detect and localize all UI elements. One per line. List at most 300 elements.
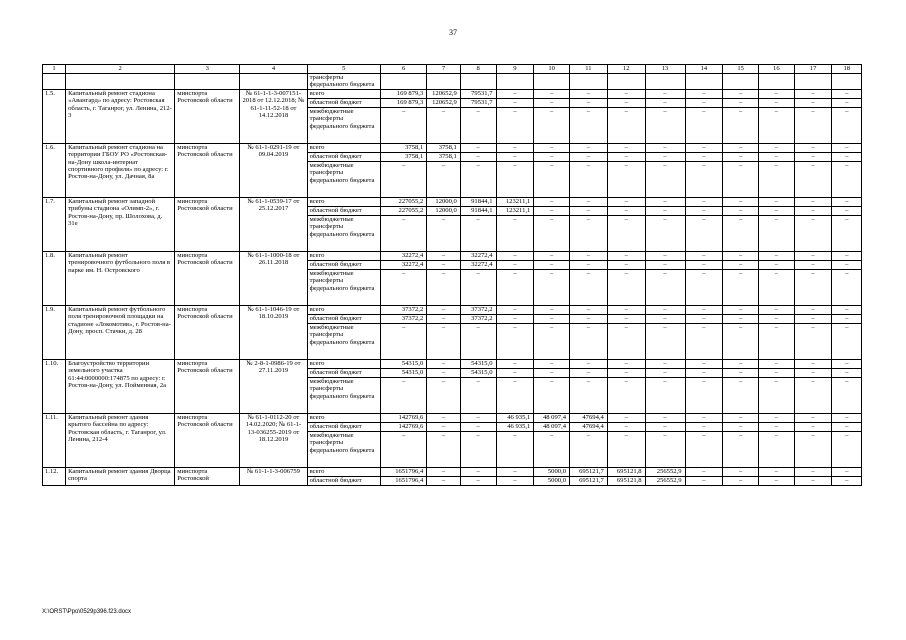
amount-cell: – <box>758 251 794 260</box>
amount-cell: – <box>381 431 427 467</box>
amount-cell: – <box>832 251 862 260</box>
amount-cell: – <box>460 476 496 485</box>
amount-cell: – <box>794 206 832 215</box>
amount-cell: – <box>607 98 645 107</box>
amount-cell: – <box>685 422 723 431</box>
amount-cell: – <box>427 314 461 323</box>
amount-cell: 227055,2 <box>381 206 427 215</box>
amount-cell: – <box>427 161 461 197</box>
amount-cell: – <box>570 314 608 323</box>
amount-cell: 5000,0 <box>534 476 570 485</box>
amount-cell: – <box>427 413 461 422</box>
amount-cell: – <box>427 431 461 467</box>
amount-cell: – <box>685 431 723 467</box>
amount-cell: – <box>496 89 534 98</box>
column-number: 16 <box>758 65 794 74</box>
amount-cell: 46 935,1 <box>496 413 534 422</box>
page-number: 37 <box>449 28 457 37</box>
amount-cell: 142769,6 <box>381 413 427 422</box>
amount-cell: – <box>607 260 645 269</box>
amount-cell: – <box>723 431 759 467</box>
column-number: 13 <box>645 65 685 74</box>
row-name: Капитальный ремонт стадиона на территории ГБОУ РО «Ростовская-на-Дону школа-интернат спортивного профиля» по адресу: г. Ростов-на-Дону, ул. Дачная, 8а <box>66 143 175 197</box>
amount-cell: – <box>496 368 534 377</box>
amount-cell: 91844,1 <box>460 197 496 206</box>
amount-cell: – <box>685 260 723 269</box>
amount-cell: – <box>723 107 759 143</box>
funding-source-label: областной бюджет <box>307 152 381 161</box>
amount-cell: – <box>645 89 685 98</box>
amount-cell: – <box>534 377 570 413</box>
amount-cell: – <box>607 215 645 251</box>
amount-cell: – <box>685 413 723 422</box>
amount-cell: – <box>794 107 832 143</box>
amount-cell: – <box>496 143 534 152</box>
amount-cell: – <box>496 314 534 323</box>
amount-cell: – <box>534 431 570 467</box>
funding-source-label: всего <box>307 413 381 422</box>
amount-cell: – <box>427 467 461 476</box>
amount-cell: 1651796,4 <box>381 467 427 476</box>
amount-cell: – <box>723 98 759 107</box>
amount-cell: – <box>570 269 608 305</box>
amount-cell: – <box>794 143 832 152</box>
amount-cell: – <box>496 98 534 107</box>
row-num: 1.11. <box>43 413 66 467</box>
funding-source-label: межбюджетные трансферты федерального бюджета <box>307 377 381 413</box>
amount-cell: – <box>794 152 832 161</box>
amount-cell: – <box>758 98 794 107</box>
amount-cell: – <box>685 197 723 206</box>
amount-cell: 37372,2 <box>460 305 496 314</box>
amount-cell: – <box>758 89 794 98</box>
amount-cell: 32272,4 <box>460 260 496 269</box>
amount-cell: – <box>758 467 794 476</box>
amount-cell: – <box>570 152 608 161</box>
amount-cell: – <box>832 152 862 161</box>
amount-cell: – <box>607 431 645 467</box>
amount-cell: – <box>832 143 862 152</box>
amount-cell: – <box>570 161 608 197</box>
amount-cell: – <box>427 368 461 377</box>
amount-cell: 46 935,1 <box>496 422 534 431</box>
amount-cell: – <box>832 206 862 215</box>
amount-cell: 3758,1 <box>427 143 461 152</box>
amount-cell: – <box>685 323 723 359</box>
amount-cell: 695121,7 <box>570 476 608 485</box>
amount-cell: – <box>832 323 862 359</box>
row-num: 1.8. <box>43 251 66 305</box>
amount-cell: – <box>685 107 723 143</box>
amount-cell: – <box>460 377 496 413</box>
funding-source-label: областной бюджет <box>307 314 381 323</box>
amount-cell: – <box>794 377 832 413</box>
funding-source-label: областной бюджет <box>307 368 381 377</box>
amount-cell: – <box>685 98 723 107</box>
column-number: 4 <box>240 65 307 74</box>
amount-cell: – <box>645 377 685 413</box>
amount-cell: – <box>607 413 645 422</box>
amount-cell: – <box>570 377 608 413</box>
amount-cell: – <box>794 197 832 206</box>
amount-cell: – <box>607 197 645 206</box>
amount-cell: – <box>607 269 645 305</box>
amount-cell: – <box>794 269 832 305</box>
table-row <box>43 467 862 476</box>
amount-cell: – <box>645 305 685 314</box>
amount-cell: 37372,2 <box>381 305 427 314</box>
amount-cell: – <box>723 161 759 197</box>
amount-cell: – <box>381 215 427 251</box>
amount-cell: 79531,7 <box>460 89 496 98</box>
row-num: 1.10. <box>43 359 66 413</box>
amount-cell: – <box>607 161 645 197</box>
amount-cell: – <box>645 260 685 269</box>
row-doc: № 61-1-0539-17 от 25.12.2017 <box>240 197 307 251</box>
amount-cell: 142769,6 <box>381 422 427 431</box>
amount-cell: – <box>570 251 608 260</box>
row-org: минспорта Ростовской области <box>175 89 240 143</box>
amount-cell: – <box>685 89 723 98</box>
amount-cell: – <box>723 368 759 377</box>
amount-cell: – <box>570 431 608 467</box>
amount-cell: – <box>685 305 723 314</box>
amount-cell: – <box>607 359 645 368</box>
amount-cell: 47694,4 <box>570 422 608 431</box>
amount-cell: – <box>723 413 759 422</box>
table-row <box>43 89 862 98</box>
amount-cell: – <box>832 377 862 413</box>
row-doc: № 61-1-0291-19 от 09.04.2019 <box>240 143 307 197</box>
amount-cell: – <box>607 368 645 377</box>
row-doc: № 61-1-1-3-006759 <box>240 467 307 485</box>
amount-cell: – <box>723 359 759 368</box>
amount-cell: – <box>534 143 570 152</box>
amount-cell: – <box>832 197 862 206</box>
funding-source-label: всего <box>307 359 381 368</box>
amount-cell: – <box>723 251 759 260</box>
amount-cell: – <box>381 323 427 359</box>
row-doc: № 61-1-0112-20 от 14.02.2020; № 61-1-13-036255-2019 от 18.12.2019 <box>240 413 307 467</box>
amount-cell: – <box>607 152 645 161</box>
row-doc: № 61-1-1046-19 от 18.10.2019 <box>240 305 307 359</box>
amount-cell: – <box>607 251 645 260</box>
amount-cell: – <box>534 206 570 215</box>
amount-cell: – <box>723 422 759 431</box>
amount-cell: – <box>381 269 427 305</box>
amount-cell: 54315,0 <box>381 359 427 368</box>
amount-cell: – <box>645 413 685 422</box>
amount-cell: 37372,2 <box>460 314 496 323</box>
amount-cell: 695121,7 <box>570 467 608 476</box>
amount-cell: – <box>794 161 832 197</box>
amount-cell: – <box>832 314 862 323</box>
amount-cell: 91844,1 <box>460 206 496 215</box>
funding-source-label: областной бюджет <box>307 206 381 215</box>
amount-cell: – <box>723 143 759 152</box>
row-org: минспорта Ростовской области <box>175 359 240 413</box>
amount-cell: – <box>832 368 862 377</box>
amount-cell: – <box>534 107 570 143</box>
amount-cell: – <box>496 323 534 359</box>
column-number: 14 <box>685 65 723 74</box>
amount-cell: – <box>758 431 794 467</box>
column-number: 15 <box>723 65 759 74</box>
funding-source-label: всего <box>307 251 381 260</box>
amount-cell: – <box>832 422 862 431</box>
amount-cell: – <box>794 251 832 260</box>
amount-cell: – <box>607 422 645 431</box>
amount-cell: – <box>645 269 685 305</box>
amount-cell: 3758,1 <box>427 152 461 161</box>
amount-cell: – <box>645 368 685 377</box>
funding-source-label: областной бюджет <box>307 476 381 485</box>
row-name: Капитальный ремонт здания крытого бассейна по адресу: Ростовская область, г. Таганрог, ул. Ленина, 212-4 <box>66 413 175 467</box>
row-org: минспорта Ростовской области <box>175 413 240 467</box>
amount-cell: 3758,1 <box>381 152 427 161</box>
funding-source-label: областной бюджет <box>307 260 381 269</box>
row-doc: № 2-8-1-0986-19 от 27.11.2019 <box>240 359 307 413</box>
amount-cell: – <box>460 161 496 197</box>
amount-cell: 32272,4 <box>381 260 427 269</box>
column-number: 7 <box>427 65 461 74</box>
amount-cell: – <box>534 260 570 269</box>
amount-cell: – <box>570 305 608 314</box>
amount-cell: – <box>496 107 534 143</box>
amount-cell: 54315,0 <box>381 368 427 377</box>
amount-cell: – <box>427 260 461 269</box>
amount-cell: – <box>685 206 723 215</box>
funding-source-label: областной бюджет <box>307 422 381 431</box>
amount-cell: – <box>570 323 608 359</box>
amount-cell: 123211,1 <box>496 206 534 215</box>
amount-cell: – <box>758 422 794 431</box>
amount-cell: – <box>723 152 759 161</box>
amount-cell: 227055,2 <box>381 197 427 206</box>
amount-cell: – <box>758 323 794 359</box>
row-org: минспорта Ростовской области <box>175 197 240 251</box>
amount-cell: – <box>460 431 496 467</box>
amount-cell: – <box>427 251 461 260</box>
amount-cell: – <box>832 161 862 197</box>
amount-cell: – <box>607 206 645 215</box>
row-num: 1.5. <box>43 89 66 143</box>
table-row <box>43 197 862 206</box>
funding-source-label: всего <box>307 197 381 206</box>
continuation-row <box>43 74 862 90</box>
amount-cell: – <box>534 197 570 206</box>
amount-cell: – <box>758 476 794 485</box>
footer-file-path: X:\ORST\Ppo\0529p396.f23.docx <box>42 609 132 615</box>
amount-cell: – <box>758 377 794 413</box>
column-number: 17 <box>794 65 832 74</box>
amount-cell: – <box>496 359 534 368</box>
amount-cell: – <box>460 269 496 305</box>
amount-cell: – <box>460 215 496 251</box>
amount-cell: – <box>496 431 534 467</box>
amount-cell: – <box>794 368 832 377</box>
amount-cell: – <box>794 89 832 98</box>
amount-cell: – <box>645 152 685 161</box>
amount-cell: 48 097,4 <box>534 413 570 422</box>
amount-cell: – <box>460 422 496 431</box>
amount-cell: – <box>685 368 723 377</box>
amount-cell: – <box>758 197 794 206</box>
amount-cell: – <box>832 476 862 485</box>
amount-cell: – <box>645 323 685 359</box>
funding-source-label: всего <box>307 467 381 476</box>
amount-cell: – <box>645 143 685 152</box>
row-num: 1.6. <box>43 143 66 197</box>
amount-cell: – <box>534 314 570 323</box>
amount-cell: 47694,4 <box>570 413 608 422</box>
column-number: 1 <box>43 65 66 74</box>
amount-cell: 120652,9 <box>427 98 461 107</box>
amount-cell: – <box>496 476 534 485</box>
amount-cell: – <box>534 359 570 368</box>
amount-cell: – <box>685 476 723 485</box>
amount-cell: – <box>534 251 570 260</box>
amount-cell: – <box>427 305 461 314</box>
amount-cell: – <box>794 260 832 269</box>
amount-cell: – <box>607 107 645 143</box>
amount-cell: – <box>794 359 832 368</box>
amount-cell: – <box>723 197 759 206</box>
row-name: Капитальный ремонт тренировочного футбольного поля в парке им. Н. Островского <box>66 251 175 305</box>
amount-cell: – <box>427 377 461 413</box>
amount-cell: – <box>758 359 794 368</box>
amount-cell: – <box>794 431 832 467</box>
amount-cell: 120652,9 <box>427 89 461 98</box>
amount-cell: – <box>645 161 685 197</box>
column-number: 12 <box>607 65 645 74</box>
amount-cell: 12000,0 <box>427 197 461 206</box>
amount-cell: 1651796,4 <box>381 476 427 485</box>
amount-cell: – <box>794 413 832 422</box>
amount-cell: 32272,4 <box>460 251 496 260</box>
amount-cell: – <box>570 107 608 143</box>
amount-cell: 54315,0 <box>460 368 496 377</box>
amount-cell: 12000,0 <box>427 206 461 215</box>
amount-cell: – <box>794 422 832 431</box>
row-num: 1.12. <box>43 467 66 485</box>
amount-cell: – <box>607 314 645 323</box>
amount-cell: – <box>794 323 832 359</box>
amount-cell: – <box>534 368 570 377</box>
amount-cell: – <box>685 251 723 260</box>
amount-cell: – <box>832 98 862 107</box>
amount-cell: – <box>723 314 759 323</box>
amount-cell: – <box>534 152 570 161</box>
table-row <box>43 143 862 152</box>
funding-source-label: межбюджетные трансферты федерального бюджета <box>307 431 381 467</box>
amount-cell: – <box>758 161 794 197</box>
amount-cell: 54315,0 <box>460 359 496 368</box>
row-name: Капитальный ремонт западной трибуны стадиона «Олимп-2», г. Ростов-на-Дону, пр. Шолохова, д. 31е <box>66 197 175 251</box>
row-org: минспорта Ростовской <box>175 467 240 485</box>
amount-cell: – <box>645 314 685 323</box>
amount-cell: – <box>758 413 794 422</box>
amount-cell: – <box>427 269 461 305</box>
amount-cell: – <box>496 260 534 269</box>
column-number: 11 <box>570 65 608 74</box>
amount-cell: – <box>496 467 534 476</box>
amount-cell: 256552,9 <box>645 476 685 485</box>
amount-cell: – <box>645 251 685 260</box>
row-num: 1.9. <box>43 305 66 359</box>
amount-cell: – <box>685 269 723 305</box>
amount-cell: – <box>496 152 534 161</box>
amount-cell: 169 879,3 <box>381 89 427 98</box>
column-number: 2 <box>66 65 175 74</box>
amount-cell: – <box>496 377 534 413</box>
amount-cell: – <box>723 467 759 476</box>
amount-cell: – <box>570 206 608 215</box>
amount-cell: – <box>645 206 685 215</box>
amount-cell: – <box>570 260 608 269</box>
funding-source-label: всего <box>307 143 381 152</box>
amount-cell: – <box>723 260 759 269</box>
funding-source-label: межбюджетные трансферты федерального бюджета <box>307 107 381 143</box>
continuation-label: трансферты федерального бюджета <box>307 74 381 90</box>
amount-cell: – <box>570 143 608 152</box>
amount-cell: – <box>832 431 862 467</box>
amount-cell: – <box>645 422 685 431</box>
amount-cell: – <box>794 314 832 323</box>
budget-table <box>42 64 862 486</box>
column-number: 6 <box>381 65 427 74</box>
amount-cell: – <box>758 215 794 251</box>
amount-cell: 37372,2 <box>381 314 427 323</box>
column-number: 9 <box>496 65 534 74</box>
amount-cell: 695121,8 <box>607 467 645 476</box>
amount-cell: – <box>381 377 427 413</box>
row-org: минспорта Ростовской области <box>175 251 240 305</box>
row-name: Благоустройство территории земельного участка 61:44:0000000:174875 по адресу: г. Ростов-на-Дону, ул. Пойменная, 2а <box>66 359 175 413</box>
column-number: 10 <box>534 65 570 74</box>
amount-cell: – <box>758 152 794 161</box>
amount-cell: – <box>427 323 461 359</box>
amount-cell: – <box>723 206 759 215</box>
amount-cell: – <box>570 215 608 251</box>
funding-source-label: межбюджетные трансферты федерального бюджета <box>307 161 381 197</box>
amount-cell: – <box>534 305 570 314</box>
amount-cell: – <box>381 107 427 143</box>
amount-cell: 79531,7 <box>460 98 496 107</box>
amount-cell: – <box>645 107 685 143</box>
amount-cell: – <box>496 161 534 197</box>
amount-cell: 123211,1 <box>496 197 534 206</box>
amount-cell: – <box>570 359 608 368</box>
amount-cell: – <box>832 305 862 314</box>
amount-cell: – <box>723 377 759 413</box>
amount-cell: – <box>496 251 534 260</box>
table-row <box>43 359 862 368</box>
amount-cell: – <box>832 107 862 143</box>
amount-cell: – <box>427 215 461 251</box>
funding-source-label: межбюджетные трансферты федерального бюджета <box>307 215 381 251</box>
funding-source-label: областной бюджет <box>307 98 381 107</box>
row-name: Капитальный ремонт футбольного поля тренировочной площадки на стадионе «Локомотив», г. Ростов-на-Дону, просп. Стачки, д. 28 <box>66 305 175 359</box>
amount-cell: – <box>607 305 645 314</box>
amount-cell: – <box>460 413 496 422</box>
amount-cell: – <box>645 431 685 467</box>
amount-cell: – <box>685 467 723 476</box>
amount-cell: – <box>758 314 794 323</box>
amount-cell: – <box>534 269 570 305</box>
column-number: 3 <box>175 65 240 74</box>
amount-cell: 5000,0 <box>534 467 570 476</box>
